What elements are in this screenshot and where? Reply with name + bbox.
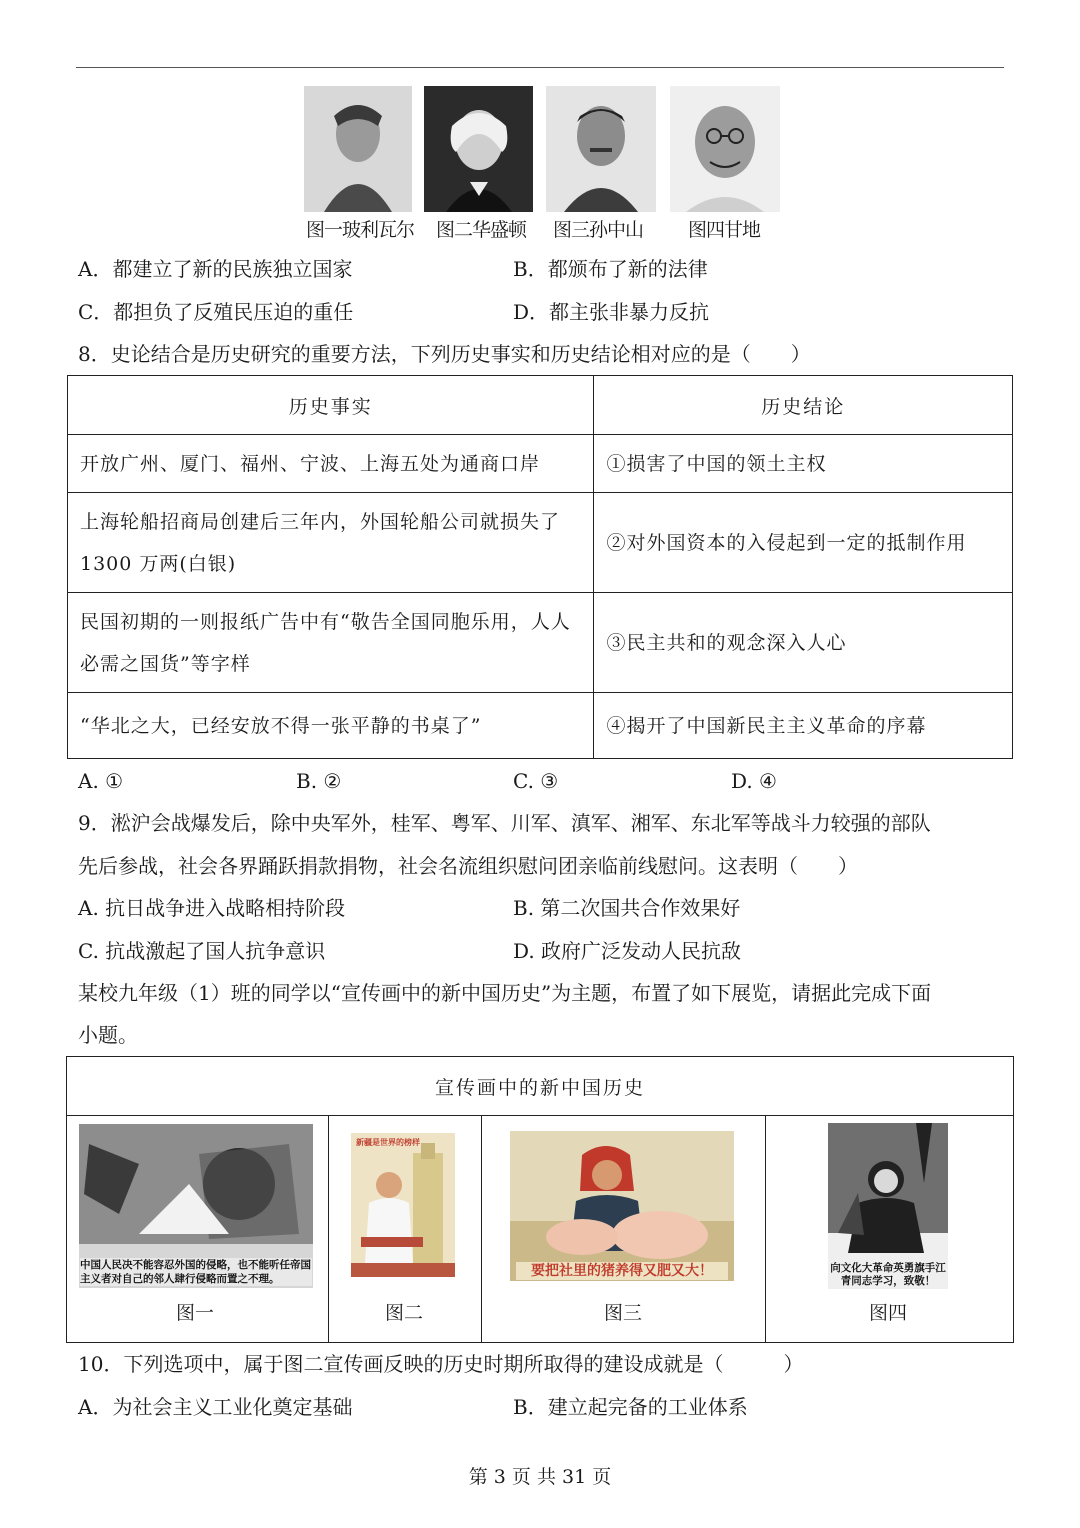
q8-fact-3: 民国初期的一则报纸广告中有“敬告全国同胞乐用，人人必需之国货”等字样 (68, 593, 594, 693)
q7-option-b: B．都颁布了新的法律 (513, 257, 708, 281)
q9-option-b: B. 第二次国共合作效果好 (513, 896, 741, 920)
q8-header-conclusion: 历史结论 (594, 376, 1013, 435)
q9-stem-line1: 9．淞沪会战爆发后，除中央军外，桂军、粤军、川军、滇军、湘军、东北军等战斗力较强的部队 (78, 811, 931, 835)
portrait-caption-1: 图一玻利瓦尔 (306, 219, 415, 241)
q9-option-d: D. 政府广泛发动人民抗敌 (513, 939, 742, 963)
q8-fact-2: 上海轮船招商局创建后三年内，外国轮船公司就损失了 1300 万两(白银) (68, 493, 594, 593)
q9-stem-line2: 先后参战，社会各界踊跃捐款捐物，社会名流组织慰问团亲临前线慰问。这表明（ ） (78, 854, 858, 878)
q8-fact-1: 开放广州、厦门、福州、宁波、上海五处为通商口岸 (68, 435, 594, 493)
poster-caption-4: 图四 (869, 1302, 908, 1324)
intro-line2: 小题。 (78, 1023, 138, 1047)
q7-option-c: C．都担负了反殖民压迫的重任 (78, 300, 354, 324)
q7-option-d: D．都主张非暴力反抗 (513, 300, 710, 324)
q10-option-b: B．建立起完备的工业体系 (513, 1395, 748, 1419)
poster-caption-3: 图三 (604, 1302, 643, 1324)
portrait-sun-yat-sen-image (546, 86, 656, 212)
exhibit-title: 宣传画中的新中国历史 (67, 1057, 1014, 1116)
q8-conclusion-1: ①损害了中国的领土主权 (594, 435, 1013, 493)
q8-table (67, 375, 1013, 759)
q8-conclusion-3: ③民主共和的观念深入人心 (594, 593, 1013, 693)
poster-caption-2: 图二 (385, 1302, 424, 1324)
q8-option-c: C. ③ (513, 769, 559, 793)
q10-option-a: A．为社会主义工业化奠定基础 (78, 1395, 353, 1419)
poster-4-slogan: 向文化大革命英勇旗手江青同志学习，致敬！ (828, 1262, 948, 1288)
q8-option-d: D. ④ (731, 769, 777, 793)
poster-3-image (510, 1131, 734, 1281)
q10-stem: 10．下列选项中，属于图二宣传画反映的历史时期所取得的建设成就是（ ） (78, 1352, 804, 1376)
intro-line1: 某校九年级（1）班的同学以“宣传画中的新中国历史”为主题，布置了如下展览，请据此完成下面 (78, 981, 932, 1005)
q7-option-a: A．都建立了新的民族独立国家 (78, 257, 353, 281)
q9-option-a: A. 抗日战争进入战略相持阶段 (78, 896, 346, 920)
q8-option-b: B. ② (296, 769, 342, 793)
portrait-washington-image (424, 86, 533, 212)
q8-header-fact: 历史事实 (68, 376, 594, 435)
q8-option-a: A. ① (78, 769, 124, 793)
poster-3-slogan: 要把社里的猪养得又肥又大！ (516, 1262, 728, 1280)
q8-fact-4: “华北之大，已经安放不得一张平静的书桌了” (68, 693, 594, 759)
poster-1-slogan: 中国人民决不能容忍外国的侵略，也不能听任帝国主义者对自己的邻人肆行侵略而置之不理。 (80, 1259, 311, 1285)
table-row (68, 435, 1013, 493)
q8-stem: 8．史论结合是历史研究的重要方法，下列历史事实和历史结论相对应的是（ ） (78, 342, 811, 366)
table-row (68, 693, 1013, 759)
portrait-caption-2: 图二华盛顿 (436, 219, 527, 241)
q8-conclusion-2: ②对外国资本的入侵起到一定的抵制作用 (594, 493, 1013, 593)
poster-2-image (351, 1133, 455, 1277)
poster-2-slogan: 新疆是世界的榜样 (356, 1138, 420, 1147)
q8-conclusion-4: ④揭开了中国新民主主义革命的序幕 (594, 693, 1013, 759)
table-row (68, 593, 1013, 693)
q9-option-c: C. 抗战激起了国人抗争意识 (78, 939, 326, 963)
table-row (68, 493, 1013, 593)
q8-table-header (68, 376, 1013, 435)
portrait-gandhi-image (670, 86, 780, 212)
page-footer: 第 3 页 共 31 页 (468, 1466, 612, 1488)
portrait-caption-4: 图四甘地 (688, 219, 761, 241)
poster-caption-1: 图一 (176, 1302, 215, 1324)
portrait-caption-3: 图三孙中山 (553, 219, 644, 241)
top-rule (76, 67, 1004, 68)
portrait-bolivar-image (304, 86, 412, 212)
